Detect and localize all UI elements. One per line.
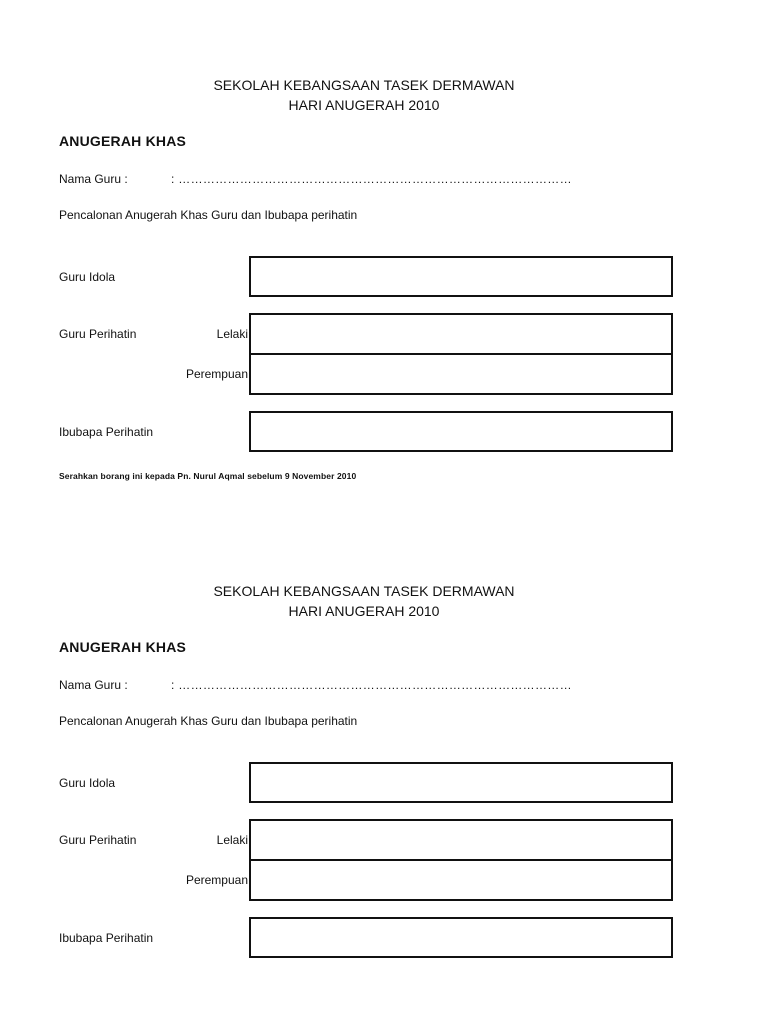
lelaki-label: Lelaki [216,327,248,341]
intro-text: Pencalonan Anugerah Khas Guru dan Ibubapa perihatin [59,714,358,728]
teacher-name-field[interactable]: : …………………………………………………………………………………… [171,678,572,692]
guru-idola-input-box[interactable] [249,256,673,297]
guru-perihatin-label: Guru Perihatin [59,833,137,847]
ibubapa-perihatin-label: Ibubapa Perihatin [59,425,154,439]
section-heading: ANUGERAH KHAS [59,133,187,149]
school-name: SEKOLAH KEBANGSAAN TASEK DERMAWAN [213,77,515,93]
guru-perihatin-lelaki-input-box[interactable] [249,313,673,355]
event-name: HARI ANUGERAH 2010 [288,603,440,619]
lelaki-label: Lelaki [216,833,248,847]
ibubapa-perihatin-input-box[interactable] [249,411,673,452]
event-name: HARI ANUGERAH 2010 [288,97,440,113]
guru-idola-label: Guru Idola [59,776,116,790]
guru-perihatin-perempuan-input-box[interactable] [249,859,673,901]
ibubapa-perihatin-label: Ibubapa Perihatin [59,931,154,945]
guru-idola-input-box[interactable] [249,762,673,803]
perempuan-label: Perempuan [185,873,248,887]
nomination-form-2 [0,506,768,1006]
guru-perihatin-lelaki-input-box[interactable] [249,819,673,861]
intro-text: Pencalonan Anugerah Khas Guru dan Ibubapa perihatin [59,208,358,222]
teacher-name-field[interactable]: : …………………………………………………………………………………… [171,172,572,186]
teacher-name-label: Nama Guru : [59,678,128,692]
school-name: SEKOLAH KEBANGSAAN TASEK DERMAWAN [213,583,515,599]
ibubapa-perihatin-input-box[interactable] [249,917,673,958]
guru-perihatin-label: Guru Perihatin [59,327,137,341]
nomination-form-1 [0,0,768,500]
guru-perihatin-perempuan-input-box[interactable] [249,353,673,395]
perempuan-label: Perempuan [185,367,248,381]
teacher-name-label: Nama Guru : [59,172,128,186]
guru-idola-label: Guru Idola [59,270,116,284]
section-heading: ANUGERAH KHAS [59,639,187,655]
submission-note: Serahkan borang ini kepada Pn. Nurul Aqmal sebelum 9 November 2010 [59,471,357,481]
